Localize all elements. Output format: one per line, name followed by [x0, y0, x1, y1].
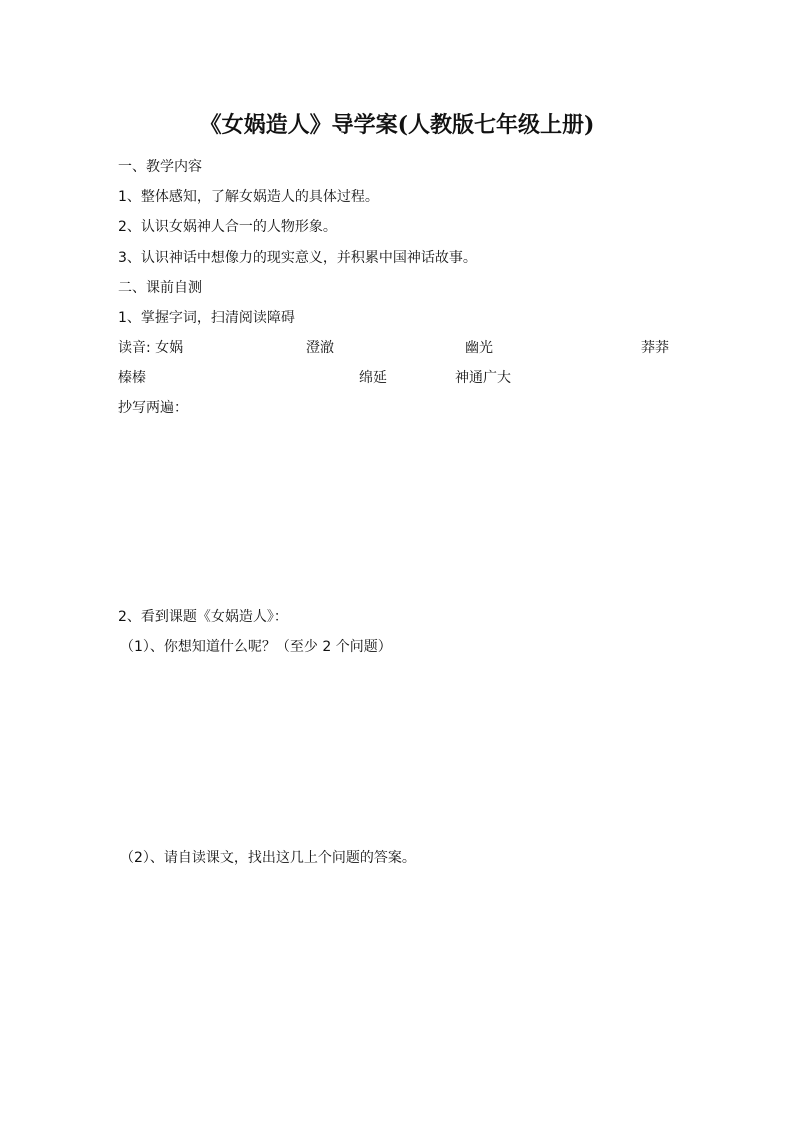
reading-word-youguang: 幽光 [465, 340, 493, 356]
reading-word-mangmang: 莽莽 [641, 340, 669, 356]
question-2: （2）、请自读课文，找出这几上个问题的答案。 [120, 850, 416, 866]
reading-word-shentongguangda: 神通广大 [455, 370, 511, 386]
section2-item-2: 2、看到课题《女娲造人》： [118, 609, 288, 625]
section2-item-1: 1、掌握字词，扫清阅读障碍 [118, 310, 295, 326]
reading-word-mianyan: 绵延 [359, 370, 387, 386]
reading-label: 读音: 女娲 [118, 340, 184, 356]
question-1: （1）、你想知道什么呢？（至少 2 个问题） [120, 639, 392, 655]
section1-heading: 一、教学内容 [118, 159, 202, 175]
reading-word-chengche: 澄澈 [306, 340, 334, 356]
page-title: 《女娲造人》导学案(人教版七年级上册) [199, 112, 595, 138]
section1-item-1: 1、整体感知，了解女娲造人的具体过程。 [118, 189, 379, 205]
reading-word-zhenzhen: 榛榛 [118, 370, 146, 386]
copy-label: 抄写两遍： [118, 400, 188, 416]
section1-item-3: 3、认识神话中想像力的现实意义，并积累中国神话故事。 [118, 250, 477, 266]
section1-item-2: 2、认识女娲神人合一的人物形象。 [118, 219, 337, 235]
section2-heading: 二、课前自测 [118, 280, 202, 296]
